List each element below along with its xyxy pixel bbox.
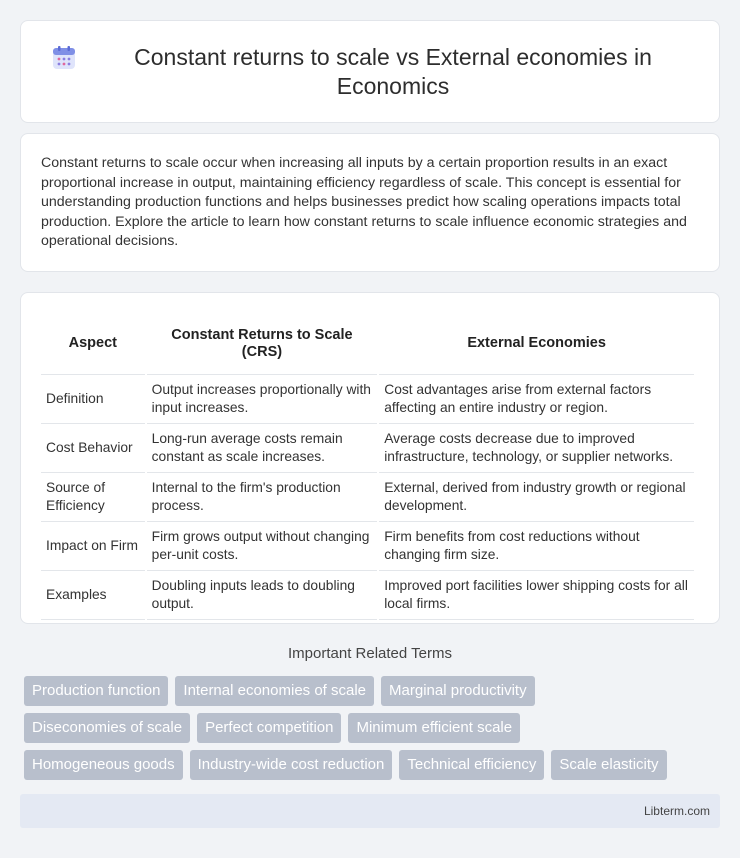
intro-card bbox=[20, 133, 720, 272]
page-title: Constant returns to scale vs External economies in Economics bbox=[134, 43, 652, 99]
related-term-tag[interactable]: Diseconomies of scale bbox=[24, 713, 190, 743]
row-aspect: Examples bbox=[41, 571, 145, 620]
related-term-tag[interactable]: Minimum efficient scale bbox=[348, 713, 520, 743]
tag-row bbox=[24, 713, 724, 743]
calendar-icon bbox=[51, 45, 77, 71]
related-term-tag[interactable]: Internal economies of scale bbox=[175, 676, 374, 706]
tag-row bbox=[24, 676, 724, 706]
table-row bbox=[41, 522, 694, 571]
related-term-tag[interactable]: Perfect competition bbox=[197, 713, 341, 743]
footer bbox=[20, 794, 720, 828]
row-aspect: Cost Behavior bbox=[41, 424, 145, 473]
row-aspect: Source of Efficiency bbox=[41, 473, 145, 522]
related-term-tag[interactable]: Marginal productivity bbox=[381, 676, 535, 706]
row-external: Average costs decrease due to improved infrastructure, technology, or supplier networks. bbox=[379, 424, 694, 473]
row-crs: Long-run average costs remain constant as scale increases. bbox=[147, 424, 378, 473]
related-term-tag[interactable]: Scale elasticity bbox=[551, 750, 666, 780]
related-term-tag[interactable]: Production function bbox=[24, 676, 168, 706]
header-aspect: Aspect bbox=[41, 313, 145, 375]
comparison-table-card bbox=[20, 292, 720, 624]
title-wrap bbox=[21, 43, 719, 101]
header-external: External Economies bbox=[379, 313, 694, 375]
row-external: Improved port facilities lower shipping costs for all local firms. bbox=[379, 571, 694, 620]
row-crs: Internal to the firm's production process. bbox=[147, 473, 378, 522]
tag-row bbox=[24, 750, 724, 780]
row-external: External, derived from industry growth or regional development. bbox=[379, 473, 694, 522]
row-external: Cost advantages arise from external factors affecting an entire industry or region. bbox=[379, 375, 694, 424]
row-crs: Firm grows output without changing per-unit costs. bbox=[147, 522, 378, 571]
title-card bbox=[20, 20, 720, 123]
related-terms-title: Important Related Terms bbox=[288, 645, 452, 662]
row-external: Firm benefits from cost reductions without changing firm size. bbox=[379, 522, 694, 571]
footer-brand-link[interactable]: Libterm.com bbox=[643, 804, 710, 818]
related-term-tag[interactable]: Technical efficiency bbox=[399, 750, 544, 780]
related-term-tag[interactable]: Homogeneous goods bbox=[24, 750, 183, 780]
related-terms-list bbox=[24, 676, 724, 787]
table-row bbox=[41, 375, 694, 424]
row-aspect: Definition bbox=[41, 375, 145, 424]
table-row bbox=[41, 473, 694, 522]
row-aspect: Impact on Firm bbox=[41, 522, 145, 571]
row-crs: Doubling inputs leads to doubling output. bbox=[147, 571, 378, 620]
table-row bbox=[41, 571, 694, 620]
table-header-row bbox=[41, 313, 694, 375]
row-crs: Output increases proportionally with input increases. bbox=[147, 375, 378, 424]
intro-paragraph: Constant returns to scale occur when increasing all inputs by a certain proportion results in an exact proportional increase in output, maintaining efficiency regardless of scale. This concept is essential for understanding production functions and helps businesses predict how scaling operations impacts total production. Explore the article to learn how constant returns to scale influence economic strategies and operational decisions. bbox=[41, 155, 687, 250]
header-crs: Constant Returns to Scale (CRS) bbox=[147, 313, 378, 375]
related-term-tag[interactable]: Industry-wide cost reduction bbox=[190, 750, 393, 780]
table-row bbox=[41, 424, 694, 473]
comparison-table bbox=[39, 313, 696, 620]
